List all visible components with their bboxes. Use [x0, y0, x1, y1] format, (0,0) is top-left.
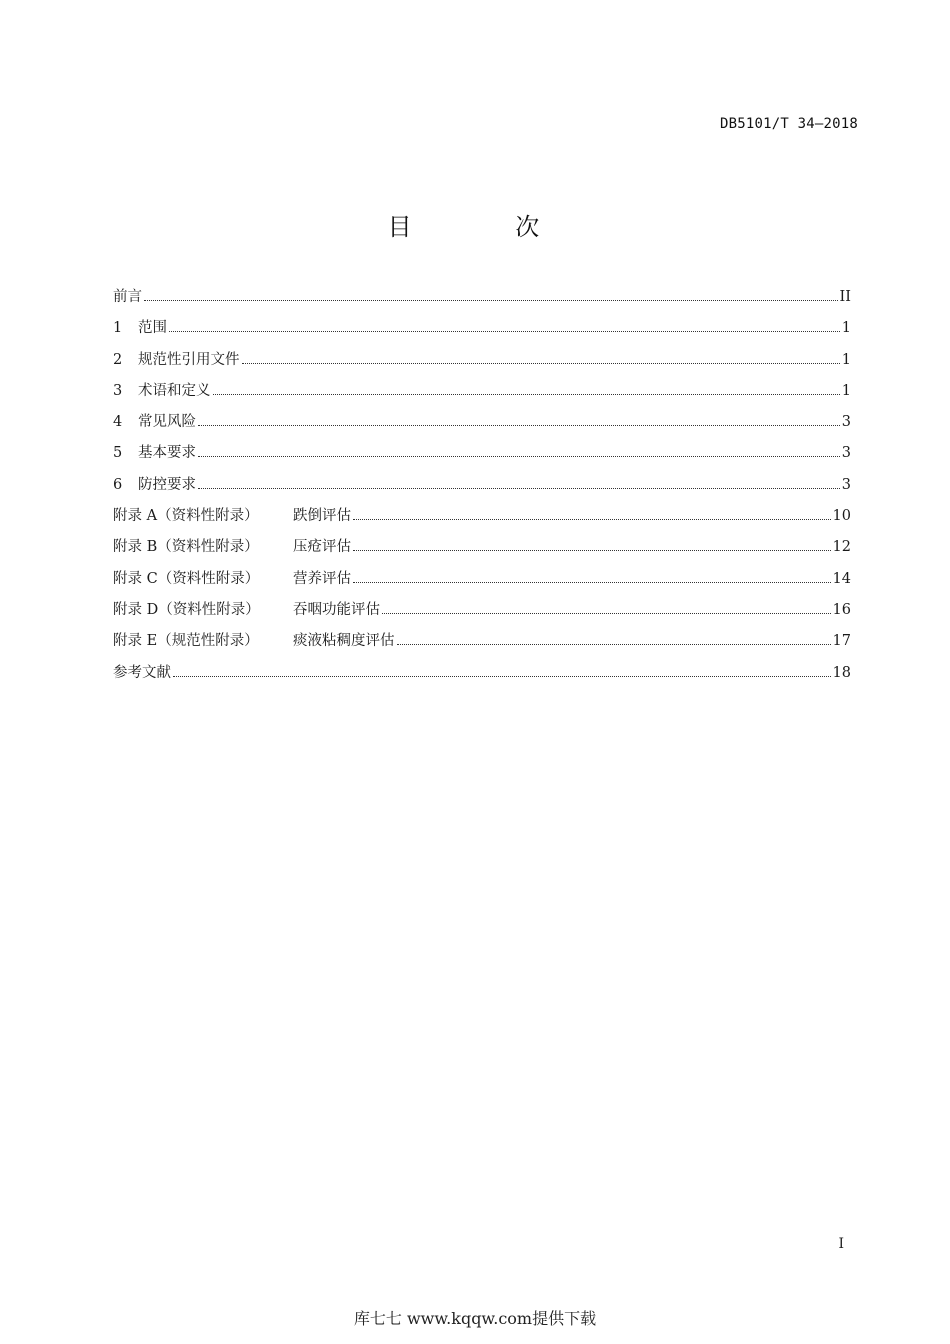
- toc-entry-number: 3: [113, 382, 123, 399]
- toc-leader-dots: [169, 331, 840, 332]
- toc-title: 目 次: [387, 213, 588, 241]
- toc-entry-page: 1: [841, 351, 851, 368]
- toc-entry-title: 术语和定义: [138, 382, 211, 399]
- toc-entry-title: 痰液粘稠度评估: [293, 633, 395, 650]
- toc-entry-control-requirements[interactable]: [113, 474, 851, 505]
- toc-entry-appendix-a[interactable]: [113, 505, 851, 536]
- toc-leader-dots: [173, 676, 831, 677]
- toc-entry-number: 4: [113, 414, 123, 431]
- toc-appendix-label: 附录 D（资料性附录）: [113, 601, 260, 618]
- standard-code: DB5101/T 34—2018: [719, 116, 858, 132]
- toc-entry-title: 参考文献: [113, 664, 171, 681]
- toc-entry-number: 5: [113, 445, 123, 462]
- toc-entry-normative-references[interactable]: [113, 349, 851, 380]
- toc-leader-dots: [242, 363, 840, 364]
- toc-entry-page: 10: [832, 508, 851, 525]
- toc-entry-number: 6: [113, 476, 123, 493]
- toc-entry-page: 17: [832, 633, 851, 650]
- toc-entry-page: 1: [841, 382, 851, 399]
- toc-entry-appendix-e[interactable]: [113, 630, 851, 661]
- toc-entry-page: 1: [841, 320, 851, 337]
- toc-leader-dots: [397, 644, 831, 645]
- toc-entry-page: 16: [832, 601, 851, 618]
- toc-entry-number: 2: [113, 351, 123, 368]
- toc-appendix-label: 附录 A（资料性附录）: [113, 508, 259, 525]
- download-credit: 库七七 www.kqqw.com提供下载: [353, 1309, 597, 1328]
- toc-leader-dots: [353, 550, 831, 551]
- table-of-contents: [113, 286, 851, 693]
- toc-appendix-label: 附录 B（资料性附录）: [113, 539, 259, 556]
- toc-leader-dots: [198, 488, 840, 489]
- toc-entry-terms-definitions[interactable]: [113, 380, 851, 411]
- toc-appendix-label: 附录 E（规范性附录）: [113, 633, 259, 650]
- toc-entry-appendix-c[interactable]: [113, 568, 851, 599]
- toc-entry-scope[interactable]: [113, 317, 851, 348]
- toc-leader-dots: [382, 613, 831, 614]
- toc-entry-title: 规范性引用文件: [138, 351, 240, 368]
- toc-entry-title: 跌倒评估: [293, 508, 351, 525]
- toc-leader-dots: [198, 425, 840, 426]
- toc-entry-foreword[interactable]: [113, 286, 851, 317]
- toc-entry-common-risks[interactable]: [113, 411, 851, 442]
- toc-entry-title: 防控要求: [138, 476, 196, 493]
- toc-entry-page: 18: [832, 664, 851, 681]
- toc-leader-dots: [213, 394, 840, 395]
- toc-entry-title: 压疮评估: [293, 539, 351, 556]
- toc-entry-title: 范围: [138, 320, 167, 337]
- toc-leader-dots: [198, 456, 840, 457]
- toc-entry-appendix-d[interactable]: [113, 599, 851, 630]
- toc-entry-number: 1: [113, 320, 123, 337]
- toc-leader-dots: [353, 519, 831, 520]
- toc-entry-title: 营养评估: [293, 570, 351, 587]
- toc-entry-title: 基本要求: [138, 445, 196, 462]
- toc-entry-bibliography[interactable]: [113, 662, 851, 693]
- toc-appendix-label: 附录 C（资料性附录）: [113, 570, 260, 587]
- toc-entry-page: 3: [841, 445, 851, 462]
- toc-leader-dots: [144, 300, 838, 301]
- toc-entry-title: 常见风险: [138, 414, 196, 431]
- toc-entry-title: 吞咽功能评估: [293, 601, 380, 618]
- toc-entry-page: 14: [832, 570, 851, 587]
- toc-leader-dots: [353, 582, 831, 583]
- toc-entry-page: 3: [841, 414, 851, 431]
- toc-entry-page: 3: [841, 476, 851, 493]
- toc-entry-basic-requirements[interactable]: [113, 442, 851, 473]
- toc-entry-page: 12: [832, 539, 851, 556]
- page-number: I: [838, 1236, 844, 1252]
- toc-entry-appendix-b[interactable]: [113, 536, 851, 567]
- toc-entry-title: 前言: [113, 289, 142, 305]
- toc-entry-page: II: [839, 289, 851, 305]
